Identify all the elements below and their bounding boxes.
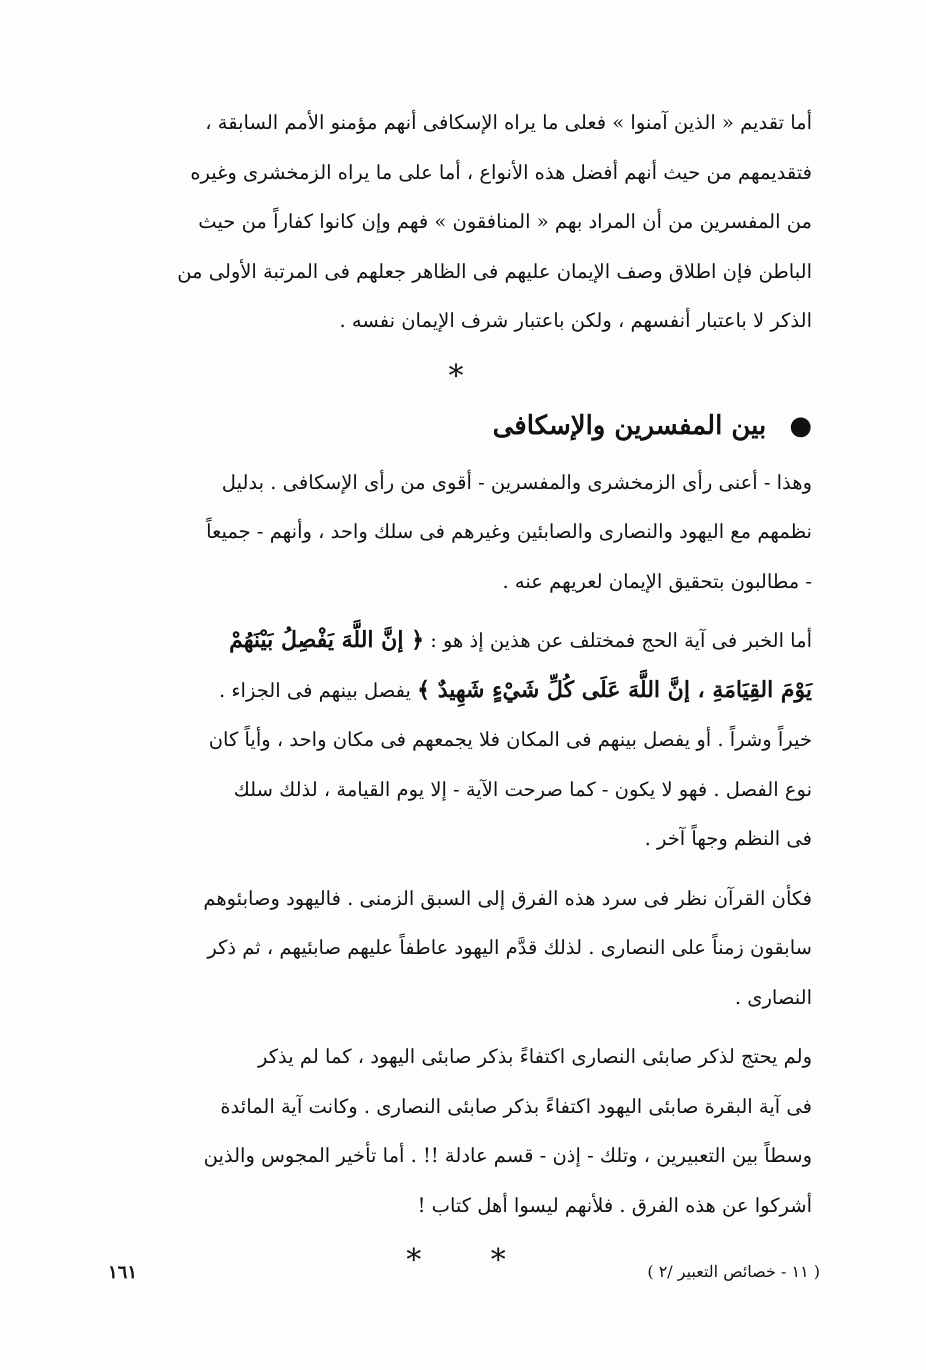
text-line: الذكر لا باعتبار أنفسهم ، ولكن باعتبار شرف الإيمان نفسه . [339,309,812,332]
asterisk-icon: * [490,1243,506,1278]
quran-verse: ﴿ إنَّ اللَّهَ يَفْصِلُ بَيْنَهُمْ [229,627,424,653]
text-line: الباطن فإن اطلاق وصف الإيمان عليهم فى الظاهر جعلهم فى المرتبة الأولى من [177,259,812,283]
page-footer [108,1262,820,1283]
text-line: - مطالبون بتحقيق الإيمان لعريهم عنه . [502,569,812,593]
text-line: فى آية البقرة صابئى اليهود اكتفاءً بذكر صابئى النصارى . وكانت آية المائدة [220,1094,812,1118]
section-title: بين المفسرين والإسكافى [492,410,767,441]
text-line: فتقديمهم من حيث أنهم أفضل هذه الأنواع ، أما على ما يراه الزمخشرى وغيره [190,160,812,184]
text-line: وسطاً بين التعبيرين ، وتلك - إذن - قسم عادلة !! . أما تأخير المجوس والذين [203,1144,812,1167]
text-line: خيراً وشراً . أو يفصل بينهم فى المكان فلا يجمعهم فى مكان واحد ، وأياً كان [208,728,812,751]
text-line: ولم يحتج لذكر صابئى النصارى اكتفاءً بذكر صابئى اليهود ، كما لم يذكر [258,1045,812,1068]
paragraph-intro [100,98,812,346]
text-line: أما تقديم « الذين آمنوا » فعلى ما يراه الإسكافى أنهم مؤمنو الأمم السابقة ، [205,111,812,134]
text-span: يفصل بينهم فى الجزاء . [218,678,418,702]
asterisk-separator [100,358,812,394]
text-line: فى النظم وجهاً آخر . [644,827,812,850]
paragraph-3 [100,616,812,864]
text-span: أما الخبر فى آية الحج فمختلف عن هذين إذ هو : [424,629,812,652]
section-heading [100,404,812,448]
page-body [100,98,812,1288]
text-line: النصارى . [734,985,812,1009]
text-line: نوع الفصل . فهو لا يكون - كما صرحت الآية - إلا يوم القيامة ، لذلك سلك [233,777,812,801]
text-line: أشركوا عن هذه الفرق . فلأنهم ليسوا أهل كتاب ! [417,1193,812,1217]
text-line: فكأن القرآن نظر فى سرد هذه الفرق إلى السبق الزمنى . فاليهود وصابئوهم [203,886,812,910]
paragraph-2 [100,458,812,607]
bullet-icon: ● [789,410,812,441]
quran-verse: يَوْمَ القِيَامَةِ ، إنَّ اللَّهَ عَلَى كُلِّ شَيْءٍ شَهِيدٌ ﴾ [417,676,812,703]
paragraph-4 [100,874,812,1023]
asterisk-icon: * [448,358,464,394]
text-line: وهذا - أعنى رأى الزمخشرى والمفسرين - أقوى من رأى الإسكافى . بدليل [221,470,812,494]
paragraph-5 [100,1032,812,1230]
text-line: سابقون زمناً على النصارى . لذلك قدَّم اليهود عاطفاً عليهم صابئيهم ، ثم ذكر [207,936,812,959]
text-line [100,616,812,666]
book-reference: ( ١١ - خصائص التعبير /٢ ) [647,1262,820,1281]
text-line: من المفسرين من أن المراد بهم « المنافقون » فهم وإن كانوا كفاراً من حيث [198,210,812,233]
text-line: نظمهم مع اليهود والنصارى والصابئين وغيرهم فى سلك واحد ، وأنهم - جميعاً [206,520,812,543]
asterisk-icon: * [406,1243,422,1278]
text-line [100,666,812,716]
page-number: ١٦١ [108,1262,138,1283]
